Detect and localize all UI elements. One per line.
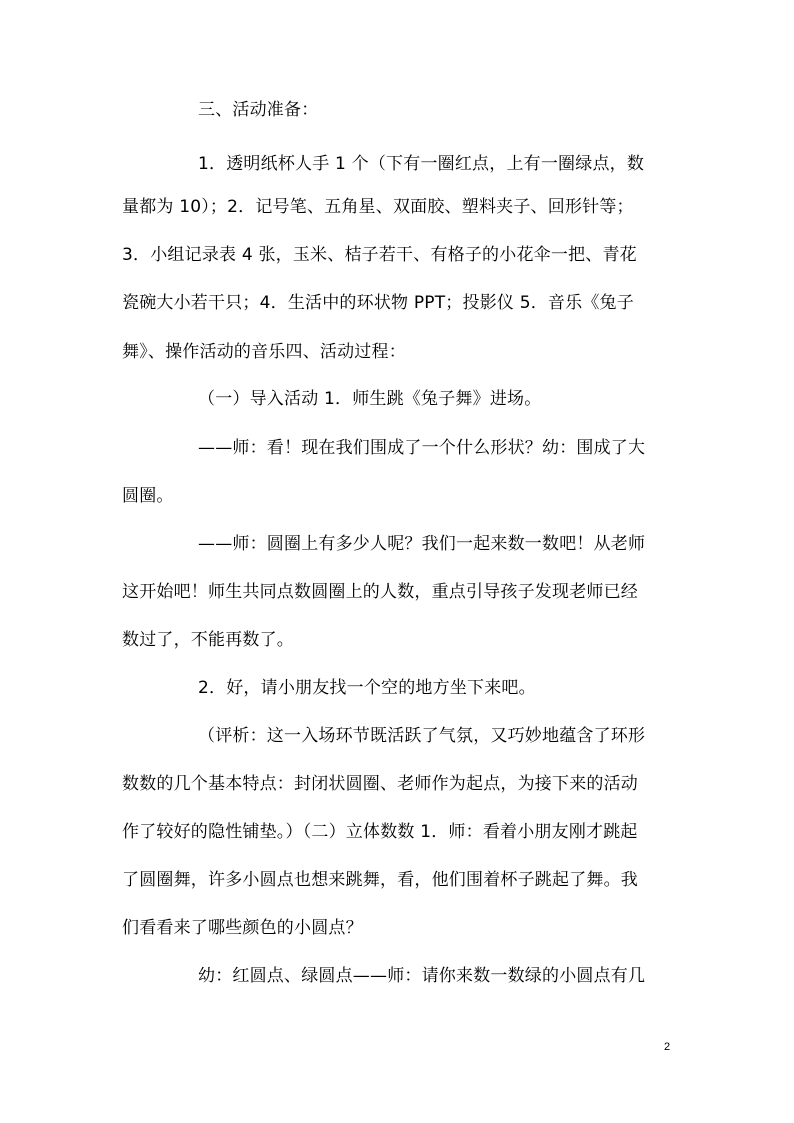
text-line-7: （一）导入活动 1．师生跳《兔子舞》进场。 xyxy=(198,389,542,409)
text-line-4: 3．小组记录表 4 张，玉米、桔子若干、有格子的小花伞一把、青花 xyxy=(122,245,637,265)
text-line-6: 舞》、操作活动的音乐四、活动过程： xyxy=(122,342,406,362)
text-line-2: 1．透明纸杯人手 1 个（下有一圈红点，上有一圈绿点，数 xyxy=(198,154,645,174)
text-line-3: 量都为 10）；2．记号笔、五角星、双面胶、塑料夹子、回形针等； xyxy=(122,197,634,217)
text-line-1: 三、活动准备： xyxy=(198,100,319,120)
text-line-18: 们看看来了哪些颜色的小圆点？ xyxy=(122,918,363,938)
page-number: 2 xyxy=(664,1041,671,1053)
text-line-14: （评析：这一入场环节既活跃了气氛，又巧妙地蕴含了环形 xyxy=(198,726,646,746)
text-line-5: 瓷碗大小若干只；4．生活中的环状物 PPT；投影仪 5．音乐《兔子 xyxy=(122,293,634,313)
text-line-10: ——师：圆圈上有多少人呢？我们一起来数一数吧！从老师 xyxy=(198,534,646,554)
text-line-8: ——师：看！现在我们围成了一个什么形状？幼：围成了大 xyxy=(198,438,646,458)
text-line-19: 幼：红圆点、绿圆点——师：请你来数一数绿的小圆点有几 xyxy=(198,966,646,986)
text-line-13: 2．好，请小朋友找一个空的地方坐下来吧。 xyxy=(198,678,536,698)
text-line-11: 这开始吧！师生共同点数圆圈上的人数，重点引导孩子发现老师已经 xyxy=(122,582,638,602)
text-line-15: 数数的几个基本特点：封闭状圆圈、老师作为起点，为接下来的活动 xyxy=(122,774,638,794)
text-line-12: 数过了，不能再数了。 xyxy=(122,630,294,650)
text-line-9: 圆圈。 xyxy=(122,486,174,506)
text-line-17: 了圆圈舞，许多小圆点也想来跳舞，看，他们围着杯子跳起了舞。我 xyxy=(122,870,638,890)
text-line-16: 作了较好的隐性铺垫。）（二）立体数数 1．师：看着小朋友刚才跳起 xyxy=(122,822,638,842)
